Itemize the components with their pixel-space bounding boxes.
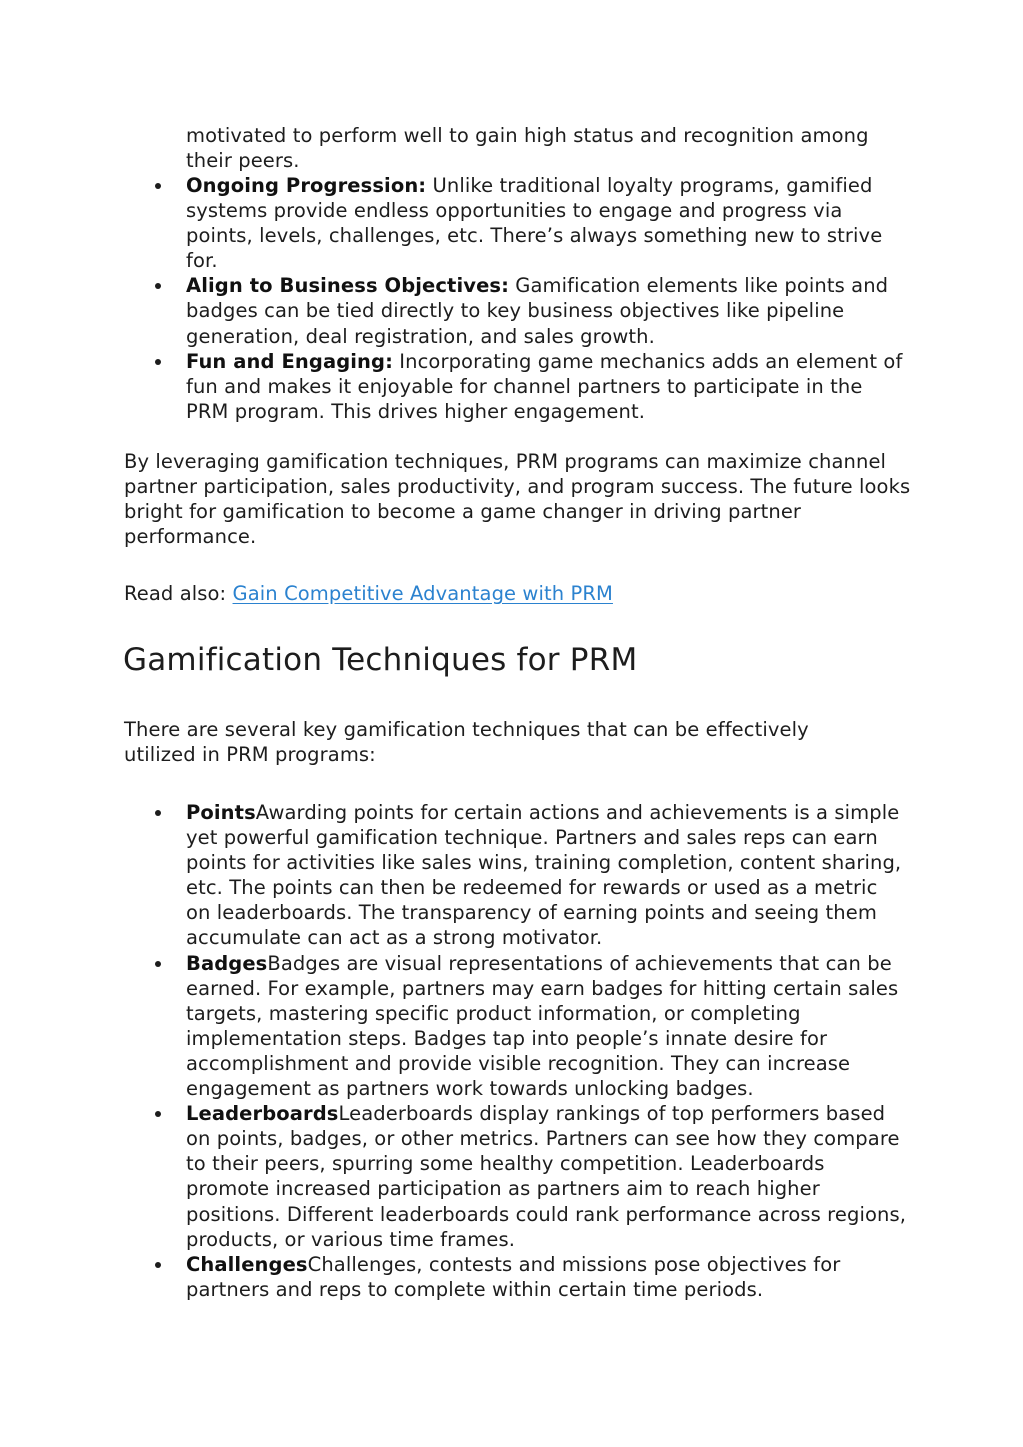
section-heading: Gamification Techniques for PRM: [123, 642, 638, 678]
list-item: [186, 273, 906, 348]
list-item-text: Incorporating game mechanics adds an element of fun and makes it enjoyable for channel partners to participate in the PRM program. This drives higher engagement.: [186, 349, 903, 423]
list-item-term: Ongoing Progression:: [186, 174, 427, 197]
read-also-label: Read also:: [124, 582, 233, 605]
list-item-term: Leaderboards: [186, 1102, 339, 1126]
list-item: [186, 1252, 906, 1302]
list-item-text: Gamification elements like points and badges can be tied directly to key business objectives like pipeline generation, deal registration, and sales growth.: [186, 274, 889, 348]
bullet-continuation-text: motivated to perform well to gain high status and recognition among their peers.: [186, 124, 869, 173]
benefits-list: [186, 173, 906, 424]
list-item: [186, 951, 906, 1102]
list-item: [186, 173, 906, 273]
bullet-icon: [155, 283, 161, 289]
bullet-icon: [155, 1111, 161, 1117]
bullet-icon: [155, 359, 161, 365]
read-also-line: [124, 581, 914, 606]
list-item-term: Challenges: [186, 1252, 308, 1276]
list-item: [186, 800, 906, 951]
bullet-icon: [155, 810, 161, 816]
list-item: [186, 349, 906, 424]
summary-paragraph: By leveraging gamification techniques, PRM programs can maximize channel partner participation, sales productivity, and program success. The future looks bright for gamification to become a game changer in driving partner performance.: [124, 450, 911, 549]
bullet-icon: [155, 1262, 161, 1268]
list-item-text: Leaderboards display rankings of top performers based on points, badges, or other metrics. Partners can see how they compare to their peers, spurring some healthy competition. Leaderboards promote increased participation as partners aim to reach higher positions. Different leaderboards could rank performance across regions, products, or various time frames.: [186, 1102, 907, 1251]
list-item-term: Badges: [186, 951, 268, 975]
read-also-link[interactable]: Gain Competitive Advantage with PRM: [232, 582, 613, 605]
list-item-term: Fun and Engaging:: [186, 349, 393, 373]
bullet-icon: [155, 961, 161, 967]
bullet-icon: [155, 183, 161, 189]
list-item-term: Align to Business Objectives:: [186, 274, 509, 298]
list-item-text: Unlike traditional loyalty programs, gamified systems provide endless opportunities to engage and progress via points, levels, challenges, etc. There’s always something new to strive for.: [186, 174, 883, 273]
list-item-text: Challenges, contests and missions pose objectives for partners and reps to complete within certain time periods.: [186, 1252, 841, 1301]
section-intro-paragraph: There are several key gamification techniques that can be effectively utilized in PRM programs:: [124, 718, 809, 767]
list-item-term: Points: [186, 801, 256, 824]
techniques-list: [186, 800, 906, 1302]
list-item-text: Badges are visual representations of achievements that can be earned. For example, partners may earn badges for hitting certain sales targets, mastering specific product information, or completing implementation steps. Badges tap into people’s innate desire for accomplishment and provide visible recognition. They can increase engagement as partners work towards unlocking badges.: [186, 951, 899, 1101]
list-item: [186, 1101, 906, 1252]
list-item-text: Awarding points for certain actions and achievements is a simple yet powerful gamification technique. Partners and sales reps can earn points for activities like sales wins, training completion, content sharing, etc. The points can then be redeemed for rewards or used as a metric on leaderboards. The transparency of earning points and seeing them accumulate can act as a strong motivator.: [186, 801, 902, 950]
